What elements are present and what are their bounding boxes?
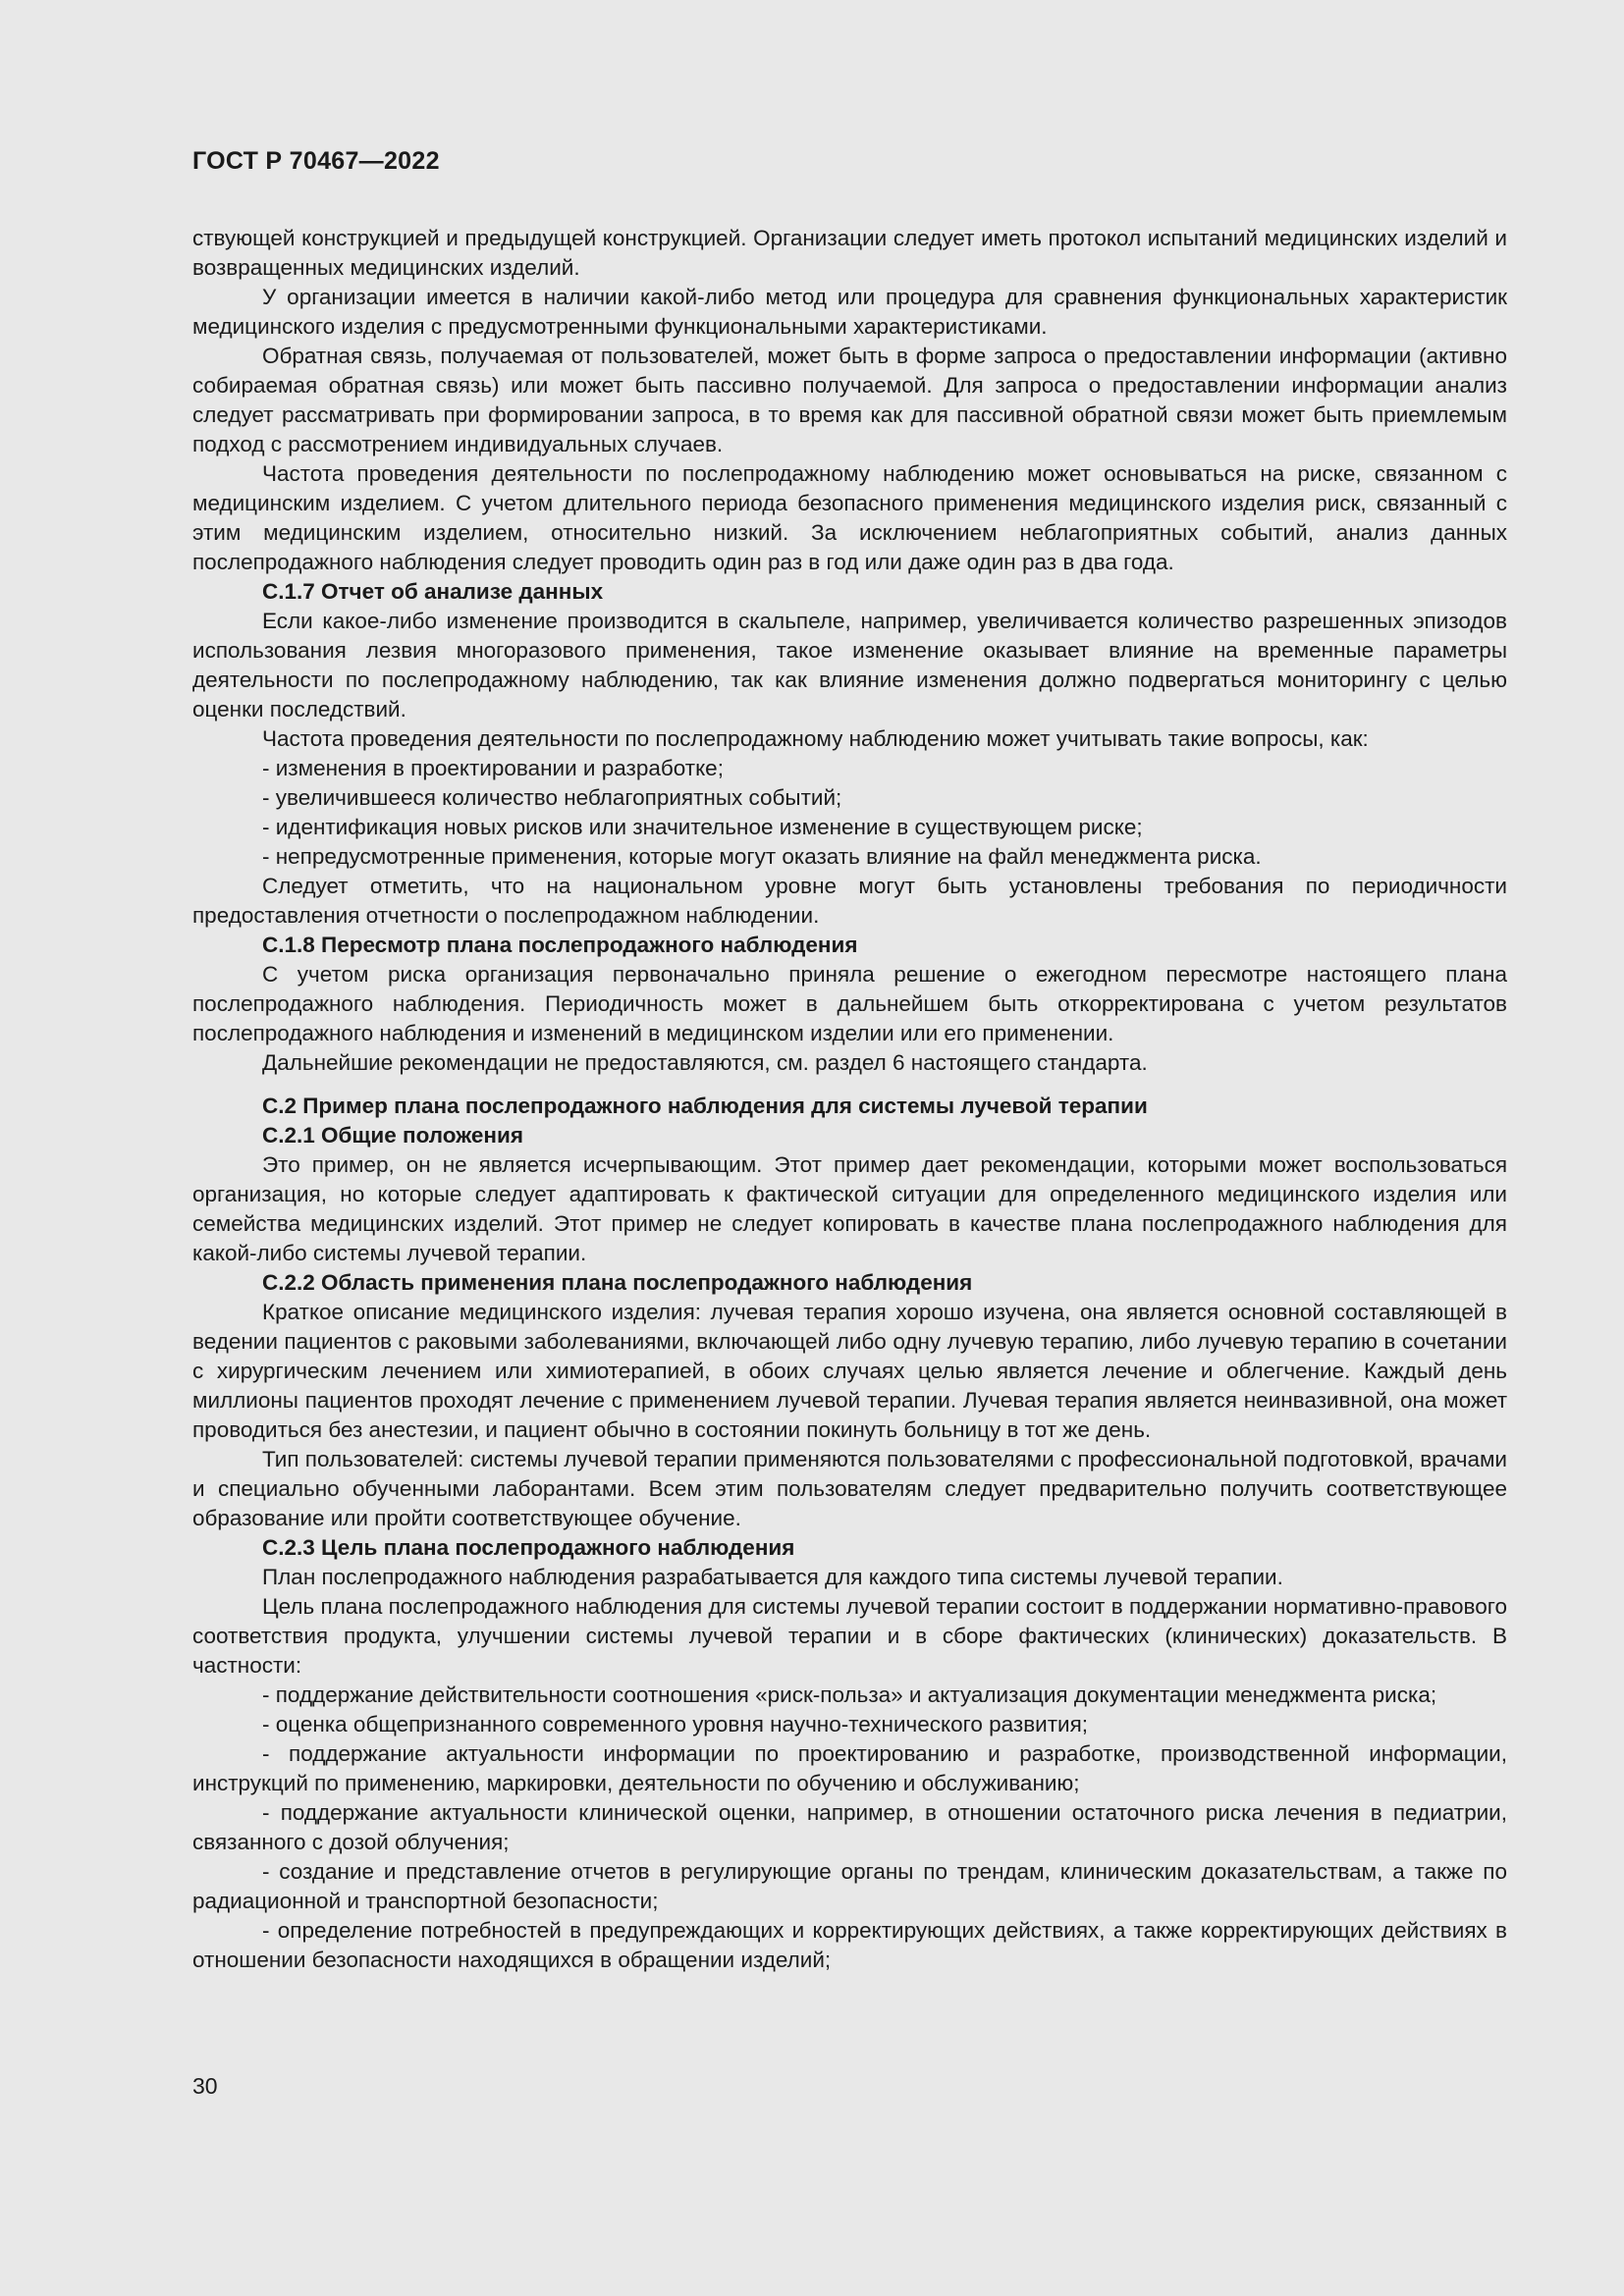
paragraph: Это пример, он не является исчерпывающим. Этот пример дает рекомендации, которыми может воспользоваться организация, но которые следует адаптировать к фактической ситуации для определенного медицинского изделия или семейства медицинских изделий. Этот пример не следует копировать в качестве плана послепродажного наблюдения для какой-либо системы лучевой терапии. <box>192 1152 1507 1265</box>
page-number: 30 <box>192 2073 218 2099</box>
paragraph: Тип пользователей: системы лучевой терапии применяются пользователями с профессиональной подготовкой, врачами и специально обученными лаборантами. Всем этим пользователям следует предварительно получить соответствующее образование или пройти соответствующее обучение. <box>192 1447 1507 1530</box>
paragraph: С учетом риска организация первоначально приняла решение о ежегодном пересмотре настоящего плана послепродажного наблюдения. Периодичность может в дальнейшем быть откорректирована с учетом результатов послепродажного наблюдения и изменений в медицинском изделии или его применении. <box>192 962 1507 1045</box>
list-item: - определение потребностей в предупреждающих и корректирующих действиях, а также корректирующих действиях в отношении безопасности находящихся в обращении изделий; <box>192 1918 1507 1972</box>
list-item: - оценка общепризнанного современного уровня научно-технического развития; <box>262 1712 1089 1736</box>
paragraph: У организации имеется в наличии какой-либо метод или процедура для сравнения функциональных характеристик медицинского изделия с предусмотренными функциональными характеристиками. <box>192 285 1507 339</box>
list-item: - увеличившееся количество неблагоприятных событий; <box>262 785 842 810</box>
list-item: - создание и представление отчетов в регулирующие органы по трендам, клиническим доказательствам, а также по радиационной и транспортной безопасности; <box>192 1859 1507 1913</box>
document-code-header: ГОСТ Р 70467—2022 <box>192 147 440 175</box>
list-item: - идентификация новых рисков или значительное изменение в существующем риске; <box>262 815 1143 839</box>
list-item: - поддержание действительности соотношения «риск-польза» и актуализация документации менеджмента риска; <box>262 1682 1437 1707</box>
section-heading-c22: С.2.2 Область применения плана послепродажного наблюдения <box>262 1270 973 1295</box>
section-heading-c18: С.1.8 Пересмотр плана послепродажного наблюдения <box>262 933 858 957</box>
paragraph: Дальнейшие рекомендации не предоставляются, см. раздел 6 настоящего стандарта. <box>262 1050 1148 1075</box>
paragraph: Обратная связь, получаемая от пользователей, может быть в форме запроса о предоставлении информации (активно собираемая обратная связь) или может быть пассивно получаемой. Для запроса о предоставлении информации анализ следует рассматривать при формировании запроса, в то время как для пассивной обратной связи может быть приемлемым подход с рассмотрением индивидуальных случаев. <box>192 344 1507 456</box>
list-item: - изменения в проектировании и разработке; <box>262 756 724 780</box>
section-heading-c2: С.2 Пример плана послепродажного наблюдения для системы лучевой терапии <box>262 1094 1148 1118</box>
paragraph: Следует отметить, что на национальном уровне могут быть установлены требования по периодичности предоставления отчетности о послепродажном наблюдении. <box>192 874 1507 928</box>
paragraph: ствующей конструкцией и предыдущей конструкцией. Организации следует иметь протокол испытаний медицинских изделий и возвращенных медицинских изделий. <box>192 226 1507 280</box>
paragraph: Частота проведения деятельности по послепродажному наблюдению может учитывать такие вопросы, как: <box>262 726 1369 751</box>
page-body <box>192 224 1507 1975</box>
paragraph: Краткое описание медицинского изделия: лучевая терапия хорошо изучена, она является основной составляющей в ведении пациентов с раковыми заболеваниями, включающей либо одну лучевую терапию, либо лучевую терапию в сочетании с хирургическим лечением или химиотерапией, в обоих случаях целью является лечение и облегчение. Каждый день миллионы пациентов проходят лечение с применением лучевой терапии. Лучевая терапия является неинвазивной, она может проводиться без анестезии, и пациент обычно в состоянии покинуть больницу в тот же день. <box>192 1300 1507 1442</box>
list-item: - поддержание актуальности клинической оценки, например, в отношении остаточного риска лечения в педиатрии, связанного с дозой облучения; <box>192 1800 1507 1854</box>
section-heading-c17: С.1.7 Отчет об анализе данных <box>262 579 604 604</box>
paragraph: План послепродажного наблюдения разрабатывается для каждого типа системы лучевой терапии. <box>262 1565 1283 1589</box>
list-item: - непредусмотренные применения, которые могут оказать влияние на файл менеджмента риска. <box>262 844 1262 869</box>
paragraph: Если какое-либо изменение производится в скальпеле, например, увеличивается количество разрешенных эпизодов использования лезвия многоразового применения, такое изменение оказывает влияние на временные параметры деятельности по послепродажному наблюдению, так как влияние изменения должно подвергаться мониторингу с целью оценки последствий. <box>192 609 1507 721</box>
paragraph: Частота проведения деятельности по послепродажному наблюдению может основываться на риске, связанном с медицинским изделием. С учетом длительного периода безопасного применения медицинского изделия риск, связанный с этим медицинским изделием, относительно низкий. За исключением неблагоприятных событий, анализ данных послепродажного наблюдения следует проводить один раз в год или даже один раз в два года. <box>192 461 1507 574</box>
section-heading-c21: С.2.1 Общие положения <box>262 1123 523 1148</box>
list-item: - поддержание актуальности информации по проектированию и разработке, производственной информации, инструкций по применению, маркировки, деятельности по обучению и обслуживанию; <box>192 1741 1507 1795</box>
section-heading-c23: С.2.3 Цель плана послепродажного наблюдения <box>262 1535 795 1560</box>
paragraph: Цель плана послепродажного наблюдения для системы лучевой терапии состоит в поддержании нормативно-правового соответствия продукта, улучшении системы лучевой терапии и в сборе фактических (клинических) доказательств. В частности: <box>192 1594 1507 1678</box>
